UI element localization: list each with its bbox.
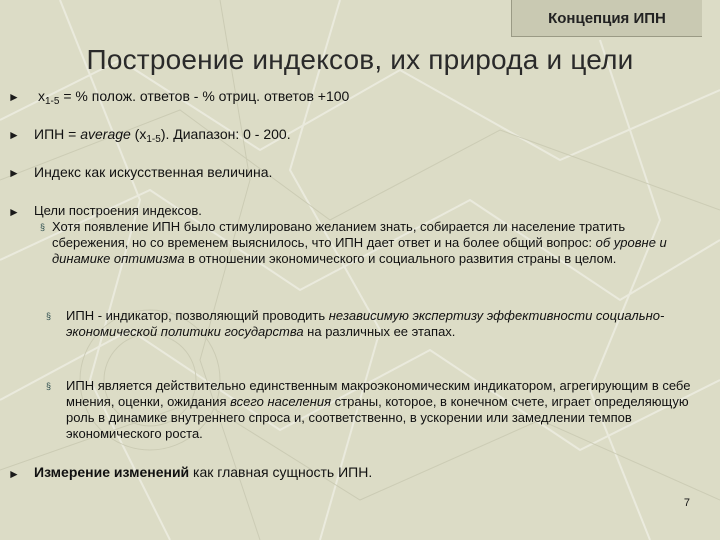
sub-bullet-icon: § [46, 381, 52, 391]
index-definition-line: ИПН = average $(x_{1-5})$. Диапазон: 0 - 200. [34, 126, 291, 145]
section-tag: Концепция ИПН [511, 0, 702, 37]
bullet-arrow-icon: ► [8, 166, 20, 180]
bullet-arrow-icon: ► [8, 467, 20, 481]
goals-heading: Цели построения индексов. [34, 203, 202, 218]
goal-paragraph-2: ИПН - индикатор, позволяющий проводить независимую экспертизу эффективности социально-экономической политики государства на различных ее этапах. [66, 308, 665, 339]
bullet-arrow-icon: ► [8, 205, 20, 219]
bullet-arrow-icon: ► [8, 90, 20, 104]
sub-bullet-icon: § [40, 222, 46, 232]
goal-paragraph-3: ИПН является действительно единственным макроэкономическим индикатором, агрегирующим в себе мнения, оценки, ожидания всего населения страны, которое, в конечном счете, играет определяющую роль в динамике внутреннего спроса и, соответственно, в ускорении или замедлении темпов экономического роста. [66, 378, 691, 441]
sub-bullet-icon: § [46, 311, 52, 321]
slide-title: Построение индексов, их природа и цели [86, 44, 634, 75]
formula-line: $x_{1-5}$ = % полож. ответов - % отриц. ответов +100 [38, 88, 350, 107]
artificial-index-line: Индекс как искусственная величина. [34, 164, 273, 180]
page-number: 7 [683, 497, 690, 509]
goal-paragraph-1: Хотя появление ИПН было стимулировано желанием знать, собирается ли население тратить сбережения, но со временем выяснилось, что ИПН дает ответ и на более общий вопрос: об уровне и динамике оптимизма в отношении экономического и социального развития страны в целом. [52, 219, 667, 266]
measuring-change-line: Измерение изменений как главная сущность ИПН. [34, 464, 373, 480]
bullet-arrow-icon: ► [8, 128, 20, 142]
